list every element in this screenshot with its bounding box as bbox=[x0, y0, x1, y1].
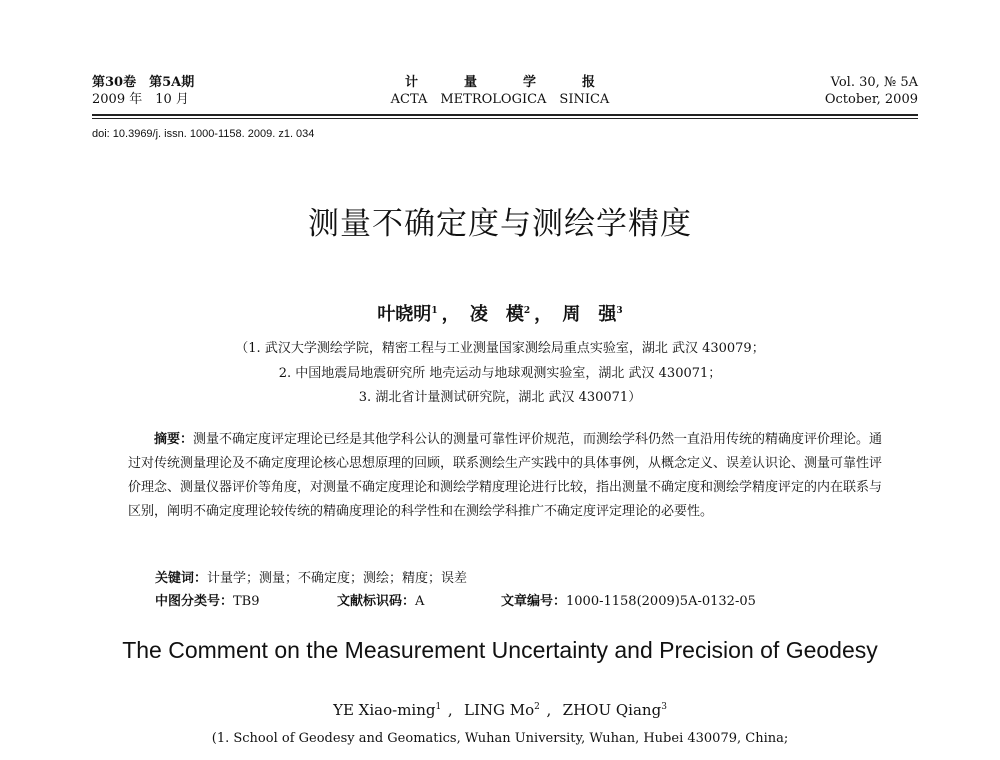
affiliation-cn-3: 3. 湖北省计量测试研究院，湖北 武汉 430071） bbox=[358, 390, 642, 405]
author-cn: 凌 模 bbox=[469, 304, 524, 325]
author-cn: 周 强 bbox=[562, 304, 617, 325]
volume-en: Vol. 30, № 5A bbox=[830, 75, 918, 90]
keywords bbox=[155, 567, 467, 586]
affiliation-en-1: (1. School of Geodesy and Geomatics, Wuhan University, Wuhan, Hubei 430079, China; bbox=[211, 731, 789, 746]
article-id: 文章编号：1000-1158(2009)5A-0132-05 bbox=[501, 594, 756, 609]
authors-en: YE Xiao-ming$^1$ , LING Mo$^2$ , ZHOU Qiang$^3$ bbox=[333, 701, 667, 719]
title-en: The Comment on the Measurement Uncertainty and Precision of Geodesy bbox=[122, 637, 878, 663]
keywords-text: 计量学；测量；不确定度；测绘；精度；误差 bbox=[207, 571, 468, 586]
abstract bbox=[128, 428, 888, 524]
author-en: YE Xiao-ming bbox=[333, 701, 436, 719]
affiliation-cn-1: （1. 武汉大学测绘学院，精密工程与工业测量国家测绘局重点实验室，湖北 武汉 430079； bbox=[235, 341, 765, 356]
affiliation-cn-2: 2. 中国地震局地震研究所 地壳运动与地球观测实验室，湖北 武汉 430071； bbox=[278, 366, 722, 381]
clc-number: 中图分类号：TB9 bbox=[155, 594, 260, 609]
authors-cn: 叶晓明$^1$ ， 凌 模$^2$ ， 周 强$^3$ bbox=[377, 304, 623, 325]
volume-issue: 第30卷 第5A期 bbox=[92, 75, 195, 90]
journal-name-en: ACTA METROLOGICA SINICA bbox=[390, 92, 610, 107]
title-cn: 测量不确定度与测绘学精度 bbox=[308, 206, 692, 242]
header-right bbox=[825, 74, 918, 108]
document-code: 文献标识码：A bbox=[337, 594, 425, 609]
header-rule-thick bbox=[92, 114, 918, 116]
doi[interactable]: doi: 10.3969/j. issn. 1000-1158. 2009. z1. 034 bbox=[92, 128, 315, 140]
date-cn: 2009 年 10 月 bbox=[92, 92, 189, 107]
keywords-label: 关键词： bbox=[155, 571, 208, 586]
header-rule-thin bbox=[92, 118, 918, 119]
date-en: October, 2009 bbox=[824, 92, 918, 107]
abstract-text: 测量不确定度评定理论已经是其他学科公认的测量可靠性评价规范，而测绘学科仍然一直沿用传统的精确度评价理论。通过对传统测量理论及不确定度理论核心思想原理的回顾，联系测绘生产实践中的具体事例，从概念定义、误差认识论、测量可靠性评价理念、测量仪器评价等角度，对测量不确定度理论和测绘学精度理论进行比较，指出测量不确定度和测绘学精度评定的内在联系与区别，阐明不确定度理论较传统的精确度理论的科学性和在测绘学科推广不确定度评定理论的必要性。 bbox=[128, 432, 883, 519]
abstract-label: 摘要： bbox=[154, 432, 194, 447]
author-en: LING Mo bbox=[464, 701, 535, 719]
author-en: ZHOU Qiang bbox=[562, 701, 662, 719]
author-cn: 叶晓明 bbox=[377, 304, 432, 325]
journal-name-cn: 计量学报 bbox=[404, 75, 641, 90]
